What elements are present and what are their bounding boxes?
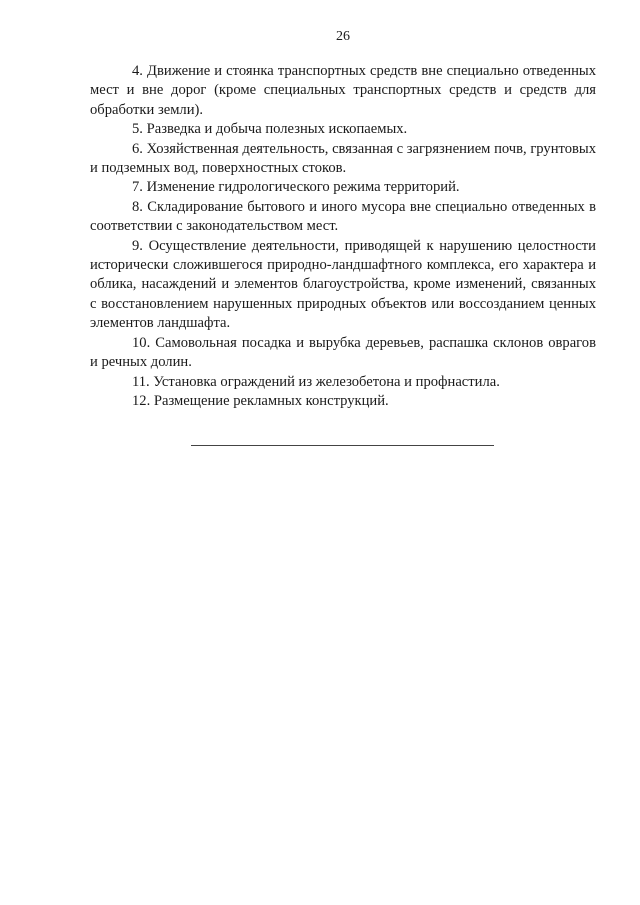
list-item: 12. Размещение рекламных конструкций.: [132, 392, 389, 409]
list-item: 5. Разведка и добыча полезных ископаемых.: [132, 121, 408, 138]
list-item: 7. Изменение гидрологического режима территорий.: [132, 179, 460, 196]
list-item: 9. Осуществление деятельности, приводящей к нарушению целостности исторически сложившегося природно-ландшафтного комплекса, его характера и облика, насаждений и элементов благоустройства, кроме изменений, связанных с восстановлением нарушенных природных объектов или воссозданием ценных элементов ландшафта.: [90, 237, 596, 332]
list-item: 11. Установка ограждений из железобетона и профнастила.: [132, 373, 500, 390]
page-number: 26: [336, 29, 350, 44]
end-divider: [191, 445, 494, 446]
list-item: 6. Хозяйственная деятельность, связанная с загрязнением почв, грунтовых и подземных вод, поверхностных стоков.: [90, 140, 596, 177]
list-item: 4. Движение и стоянка транспортных средств вне специально отведенных мест и вне дорог (кроме специальных транспортных средств и средств для обработки земли).: [90, 63, 596, 118]
list-item: 10. Самовольная посадка и вырубка деревьев, распашка склонов оврагов и речных долин.: [90, 334, 596, 371]
document-body: [90, 62, 596, 411]
list-item: 8. Складирование бытового и иного мусора вне специально отведенных в соответствии с законодательством мест.: [90, 198, 596, 235]
